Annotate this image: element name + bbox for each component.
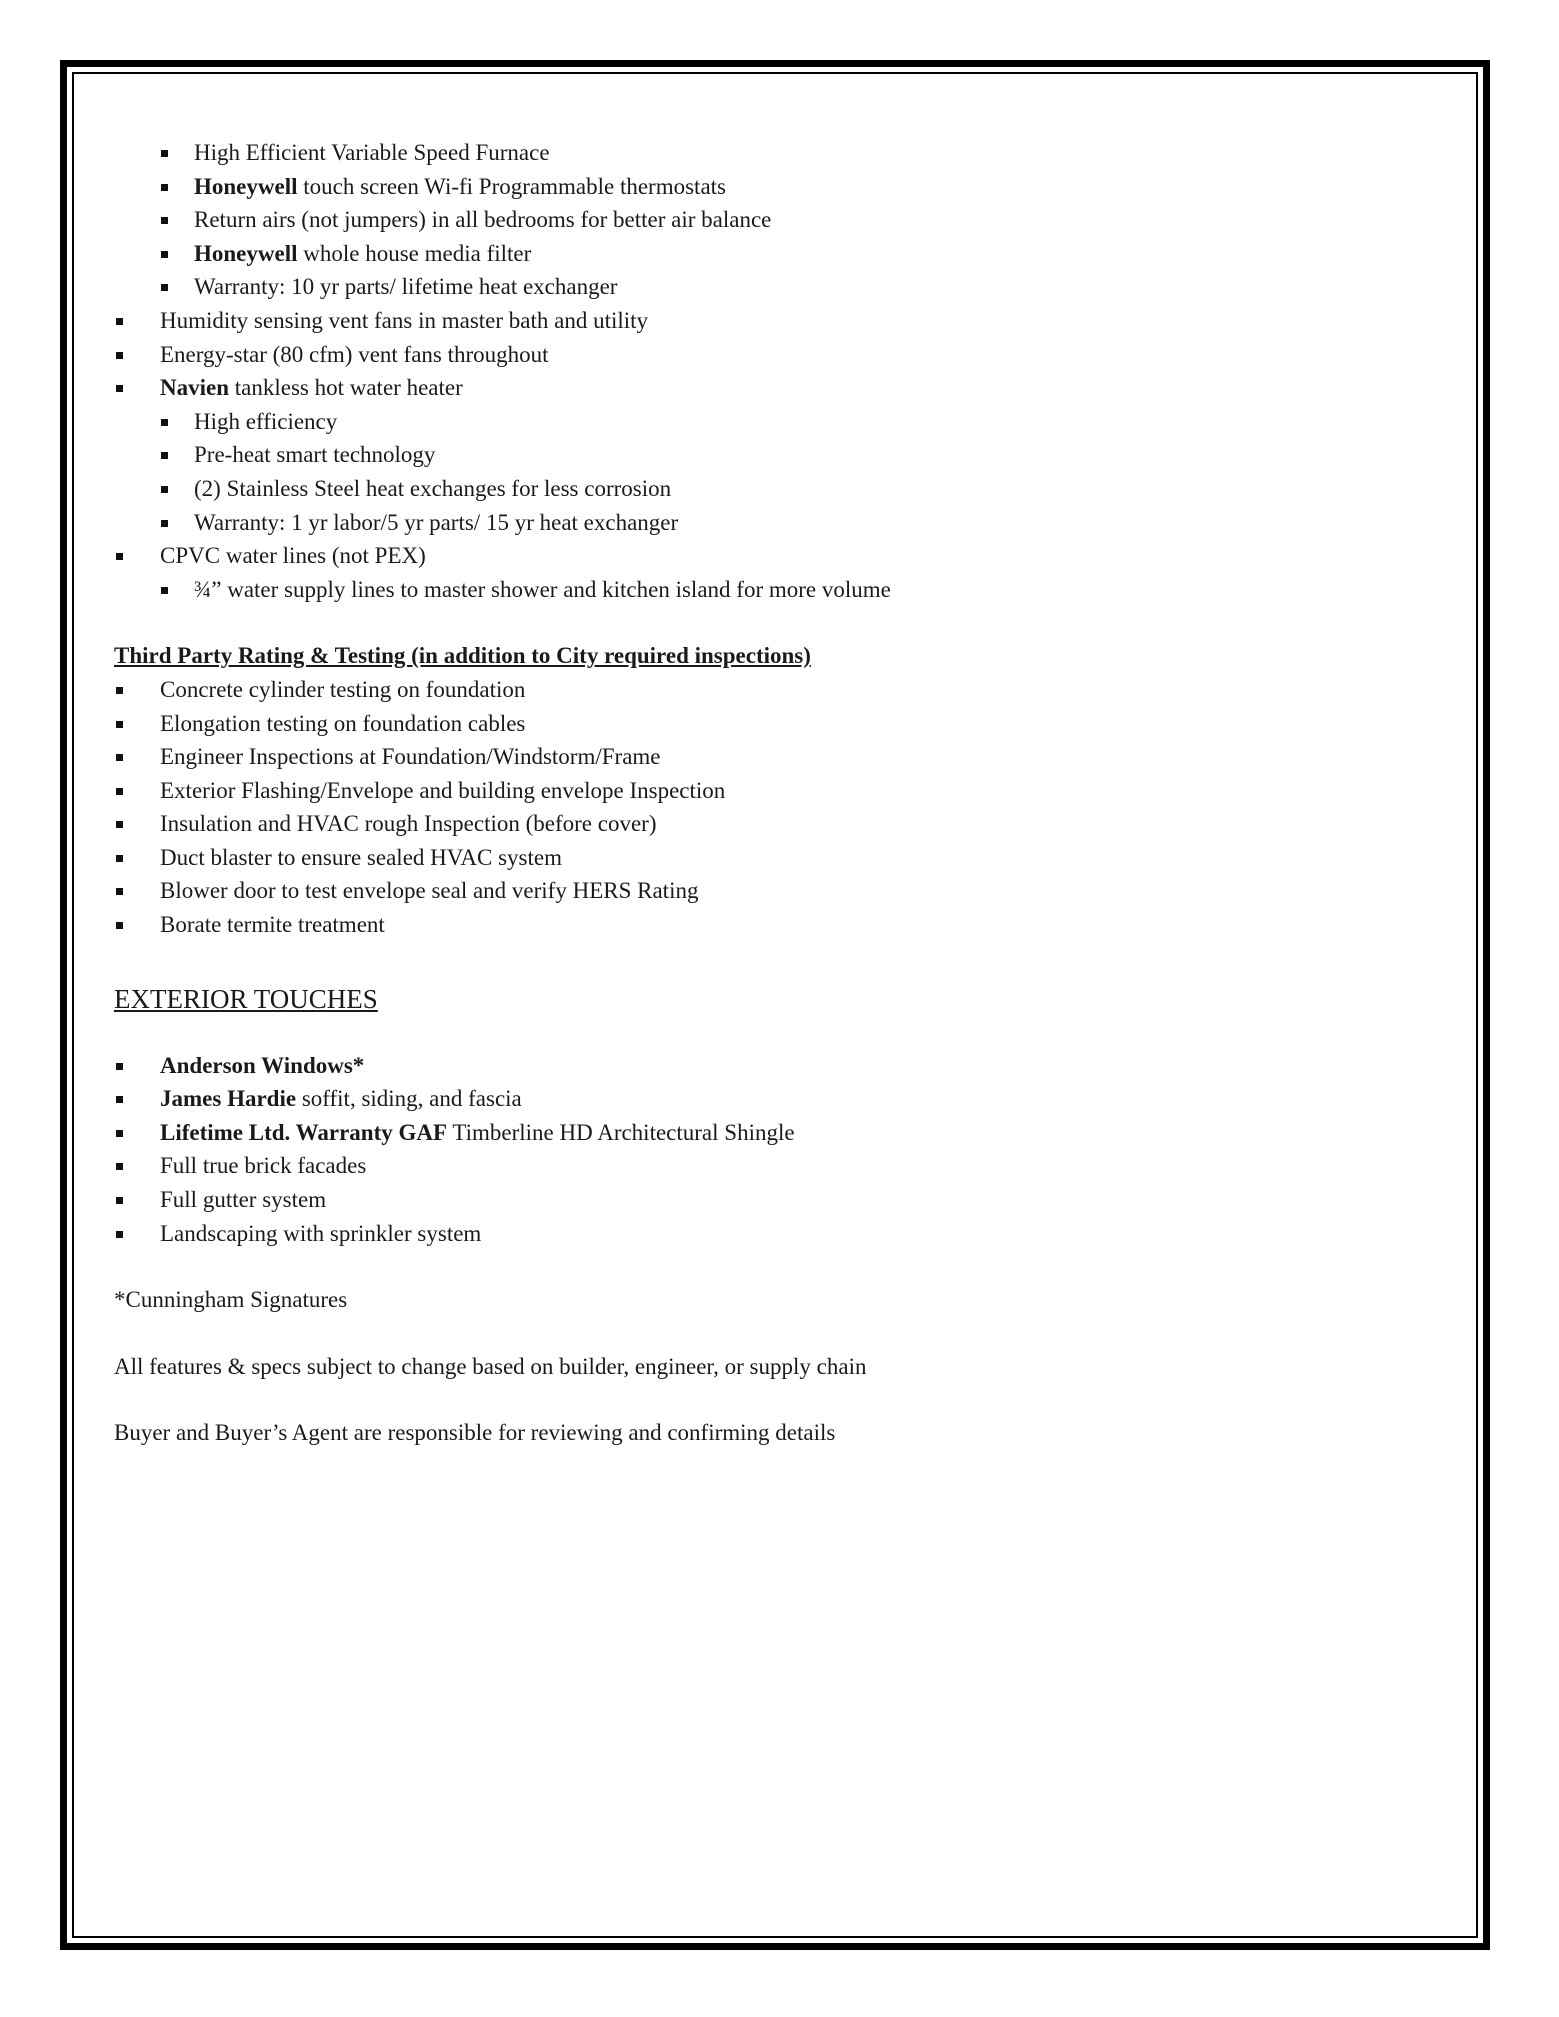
square-bullet-icon bbox=[161, 184, 168, 191]
list-item: Exterior Flashing/Envelope and building envelope Inspection bbox=[114, 774, 1434, 808]
list-item: Honeywell whole house media filter bbox=[114, 237, 1434, 271]
list-item: ¾” water supply lines to master shower and kitchen island for more volume bbox=[114, 573, 1434, 607]
exterior-list bbox=[114, 1049, 1434, 1251]
list-item: Blower door to test envelope seal and verify HERS Rating bbox=[114, 874, 1434, 908]
square-bullet-icon bbox=[161, 217, 168, 224]
list-item: Return airs (not jumpers) in all bedrooms for better air balance bbox=[114, 203, 1434, 237]
square-bullet-icon bbox=[161, 284, 168, 291]
third-party-heading: Third Party Rating & Testing (in addition to City required inspections) bbox=[114, 643, 811, 669]
list-item: High Efficient Variable Speed Furnace bbox=[114, 136, 1434, 170]
list-item: Energy-star (80 cfm) vent fans throughout bbox=[114, 338, 1434, 372]
list-item: Warranty: 10 yr parts/ lifetime heat exchanger bbox=[114, 270, 1434, 304]
exterior-touches-heading: EXTERIOR TOUCHES bbox=[114, 983, 378, 1014]
square-bullet-icon bbox=[116, 1063, 123, 1070]
list-item: Humidity sensing vent fans in master bath and utility bbox=[114, 304, 1434, 338]
square-bullet-icon bbox=[116, 318, 123, 325]
list-item: Insulation and HVAC rough Inspection (before cover) bbox=[114, 807, 1434, 841]
square-bullet-icon bbox=[116, 888, 123, 895]
list-item: Honeywell touch screen Wi-fi Programmable thermostats bbox=[114, 170, 1434, 204]
list-item: James Hardie soffit, siding, and fascia bbox=[114, 1082, 1434, 1116]
list-item: Lifetime Ltd. Warranty GAF Timberline HD Architectural Shingle bbox=[114, 1116, 1434, 1150]
square-bullet-icon bbox=[116, 788, 123, 795]
square-bullet-icon bbox=[161, 452, 168, 459]
square-bullet-icon bbox=[116, 1163, 123, 1170]
footnote: *Cunningham Signatures bbox=[114, 1287, 348, 1313]
list-item: Engineer Inspections at Foundation/Windstorm/Frame bbox=[114, 740, 1434, 774]
list-item: Anderson Windows* bbox=[114, 1049, 1434, 1083]
document-body bbox=[114, 136, 1434, 1450]
list-item: Concrete cylinder testing on foundation bbox=[114, 673, 1434, 707]
square-bullet-icon bbox=[161, 486, 168, 493]
mechanical-features-list bbox=[114, 136, 1434, 606]
square-bullet-icon bbox=[116, 687, 123, 694]
list-item: Warranty: 1 yr labor/5 yr parts/ 15 yr heat exchanger bbox=[114, 506, 1434, 540]
square-bullet-icon bbox=[116, 922, 123, 929]
square-bullet-icon bbox=[116, 385, 123, 392]
third-party-list bbox=[114, 673, 1434, 942]
square-bullet-icon bbox=[161, 251, 168, 258]
list-item: Full gutter system bbox=[114, 1183, 1434, 1217]
square-bullet-icon bbox=[161, 150, 168, 157]
square-bullet-icon bbox=[161, 419, 168, 426]
list-item: Landscaping with sprinkler system bbox=[114, 1217, 1434, 1251]
list-item: Full true brick facades bbox=[114, 1149, 1434, 1183]
square-bullet-icon bbox=[116, 1130, 123, 1137]
square-bullet-icon bbox=[116, 721, 123, 728]
responsibility-note: Buyer and Buyer’s Agent are responsible for reviewing and confirming details bbox=[114, 1420, 836, 1446]
square-bullet-icon bbox=[116, 1096, 123, 1103]
list-item: Elongation testing on foundation cables bbox=[114, 707, 1434, 741]
square-bullet-icon bbox=[116, 855, 123, 862]
square-bullet-icon bbox=[161, 520, 168, 527]
list-item: (2) Stainless Steel heat exchanges for less corrosion bbox=[114, 472, 1434, 506]
square-bullet-icon bbox=[116, 553, 123, 560]
square-bullet-icon bbox=[116, 1197, 123, 1204]
square-bullet-icon bbox=[116, 821, 123, 828]
disclaimer: All features & specs subject to change based on builder, engineer, or supply chain bbox=[114, 1353, 867, 1379]
list-item: Navien tankless hot water heater bbox=[114, 371, 1434, 405]
list-item: Pre-heat smart technology bbox=[114, 438, 1434, 472]
square-bullet-icon bbox=[116, 754, 123, 761]
list-item: Borate termite treatment bbox=[114, 908, 1434, 942]
square-bullet-icon bbox=[161, 587, 168, 594]
list-item: High efficiency bbox=[114, 405, 1434, 439]
list-item: Duct blaster to ensure sealed HVAC system bbox=[114, 841, 1434, 875]
list-item: CPVC water lines (not PEX) bbox=[114, 539, 1434, 573]
square-bullet-icon bbox=[116, 352, 123, 359]
square-bullet-icon bbox=[116, 1231, 123, 1238]
